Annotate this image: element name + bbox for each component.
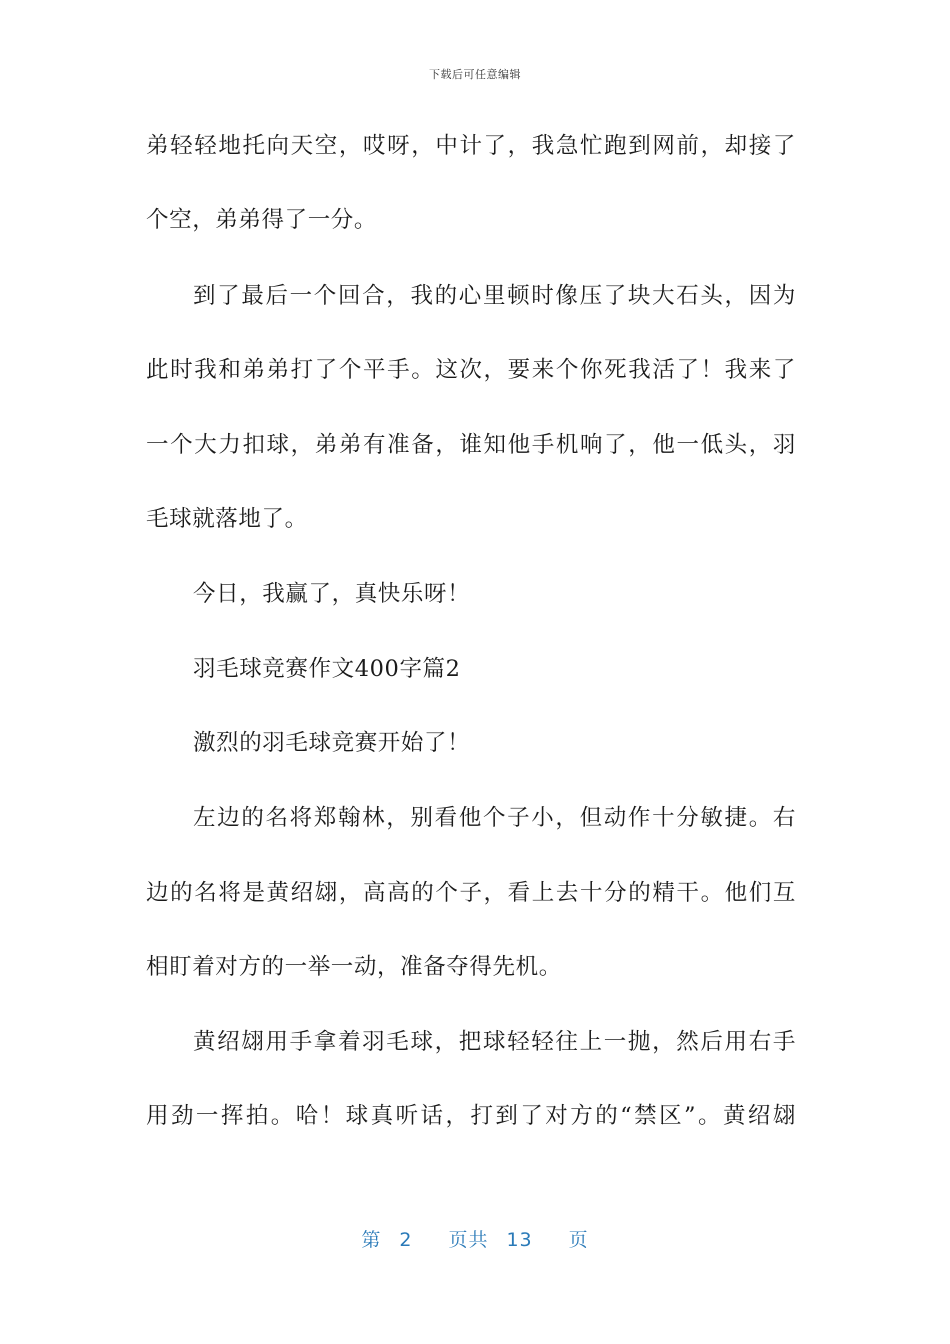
text-line: 黄绍翃用手拿着羽毛球，把球轻轻往上一抛，然后用右手 xyxy=(193,1029,796,1055)
page-suffix: 页 xyxy=(568,1229,589,1251)
current-page-number: 2 xyxy=(399,1229,413,1251)
header-note: 下载后可任意编辑 xyxy=(429,68,521,81)
text-line: 此时我和弟弟打了个平手。这次，要来个你死我活了！我来了 xyxy=(146,357,796,383)
text-line: 边的名将是黄绍翃，高高的个子，看上去十分的精干。他们互 xyxy=(146,880,796,906)
text-line: 毛球就落地了。 xyxy=(146,506,308,532)
total-pages-number: 13 xyxy=(506,1229,533,1251)
text-line: 相盯着对方的一举一动，准备夺得先机。 xyxy=(146,954,562,980)
text-line: 弟轻轻地托向天空，哎呀，中计了，我急忙跑到网前，却接了 xyxy=(146,133,796,159)
page-number-footer xyxy=(0,1225,950,1252)
text-line: 左边的名将郑翰林，别看他个子小，但动作十分敏捷。右 xyxy=(193,805,796,831)
section-heading: 羽毛球竞赛作文400字篇2 xyxy=(193,656,461,682)
text-line: 激烈的羽毛球竞赛开始了！ xyxy=(193,730,471,756)
text-line: 个空，弟弟得了一分。 xyxy=(146,207,378,233)
text-line: 用劲一挥拍。哈！球真听话，打到了对方的“禁区”。黄绍翃 xyxy=(146,1103,796,1129)
text-line: 到了最后一个回合，我的心里顿时像压了块大石头，因为 xyxy=(193,283,796,309)
page-middle-text: 页共 xyxy=(448,1229,489,1251)
text-line: 一个大力扣球，弟弟有准备，谁知他手机响了，他一低头，羽 xyxy=(146,432,796,458)
page-prefix: 第 xyxy=(361,1229,382,1251)
text-line: 今日，我赢了，真快乐呀！ xyxy=(193,581,471,607)
